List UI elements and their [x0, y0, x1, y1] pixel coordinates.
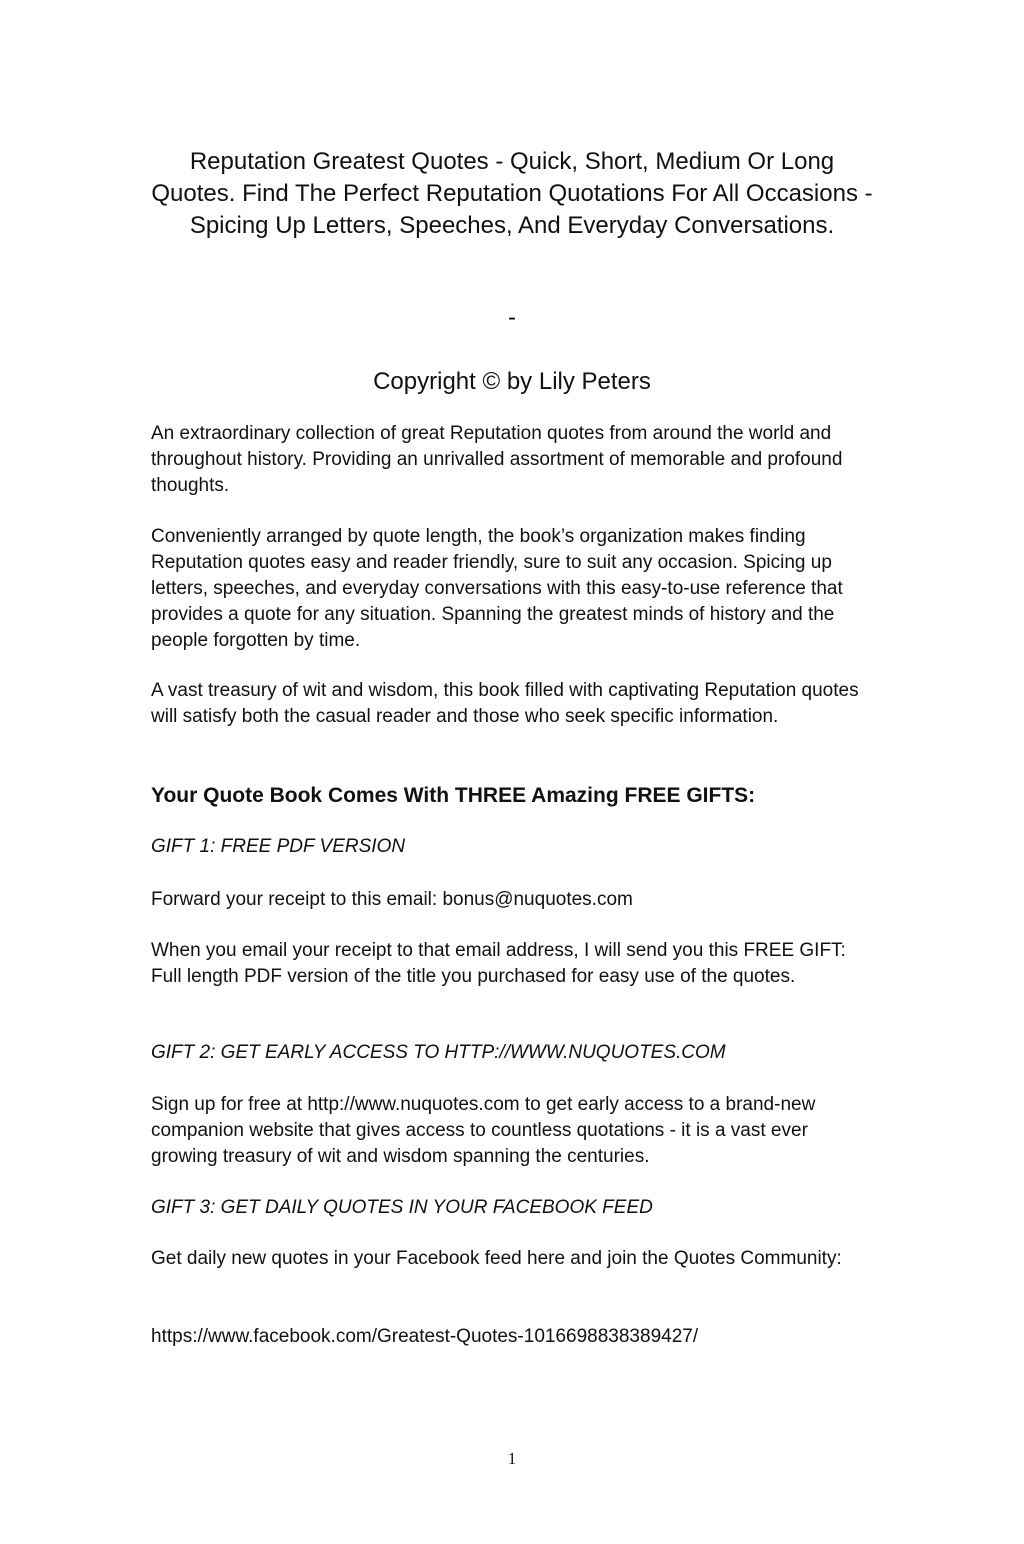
title-separator: - [508, 304, 516, 331]
intro-paragraph-2: Conveniently arranged by quote length, the book’s organization makes finding Reputation quotes easy and reader friendly, sure to suit any occasion. Spicing up letters, speeches, and everyday conversations with this easy-to-use reference that provides a quote for any situation. Spanning the greatest minds of history and the people forgotten by time. [151, 526, 843, 651]
intro-paragraph-3: A vast treasury of wit and wisdom, this book filled with captivating Reputation quotes will satisfy both the casual reader and those who seek specific information. [151, 680, 859, 727]
gifts-heading: Your Quote Book Comes With THREE Amazing FREE GIFTS: [151, 784, 756, 807]
facebook-link[interactable]: https://www.facebook.com/Greatest-Quotes-1016698838389427/ [151, 1326, 699, 1347]
document-title: Reputation Greatest Quotes - Quick, Short, Medium Or Long Quotes. Find The Perfect Reputation Quotations For All Occasions - Spicing Up Letters, Speeches, And Everyday Conversations. [151, 148, 873, 239]
copyright-notice: Copyright © by Lily Peters [373, 368, 651, 395]
gift2-description: Sign up for free at http://www.nuquotes.com to get early access to a brand-new companion website that gives access to countless quotations - it is a vast ever growing treasury of wit and wisdom spanning the centuries. [151, 1094, 816, 1167]
page-number: 1 [507, 1449, 517, 1468]
gift3-description: Get daily new quotes in your Facebook feed here and join the Quotes Community: [151, 1248, 842, 1269]
intro-paragraph-1: An extraordinary collection of great Reputation quotes from around the world and throughout history. Providing an unrivalled assortment of memorable and profound thoughts. [151, 423, 843, 496]
gift3-heading: GIFT 3: GET DAILY QUOTES IN YOUR FACEBOOK FEED [151, 1197, 653, 1218]
gift2-heading: GIFT 2: GET EARLY ACCESS TO HTTP://WWW.NUQUOTES.COM [151, 1042, 726, 1063]
gift1-description: When you email your receipt to that email address, I will send you this FREE GIFT: Full length PDF version of the title you purchased for easy use of the quotes. [151, 940, 846, 987]
gift1-email-line: Forward your receipt to this email: bonus@nuquotes.com [151, 889, 633, 910]
gift1-heading: GIFT 1: FREE PDF VERSION [151, 836, 406, 857]
